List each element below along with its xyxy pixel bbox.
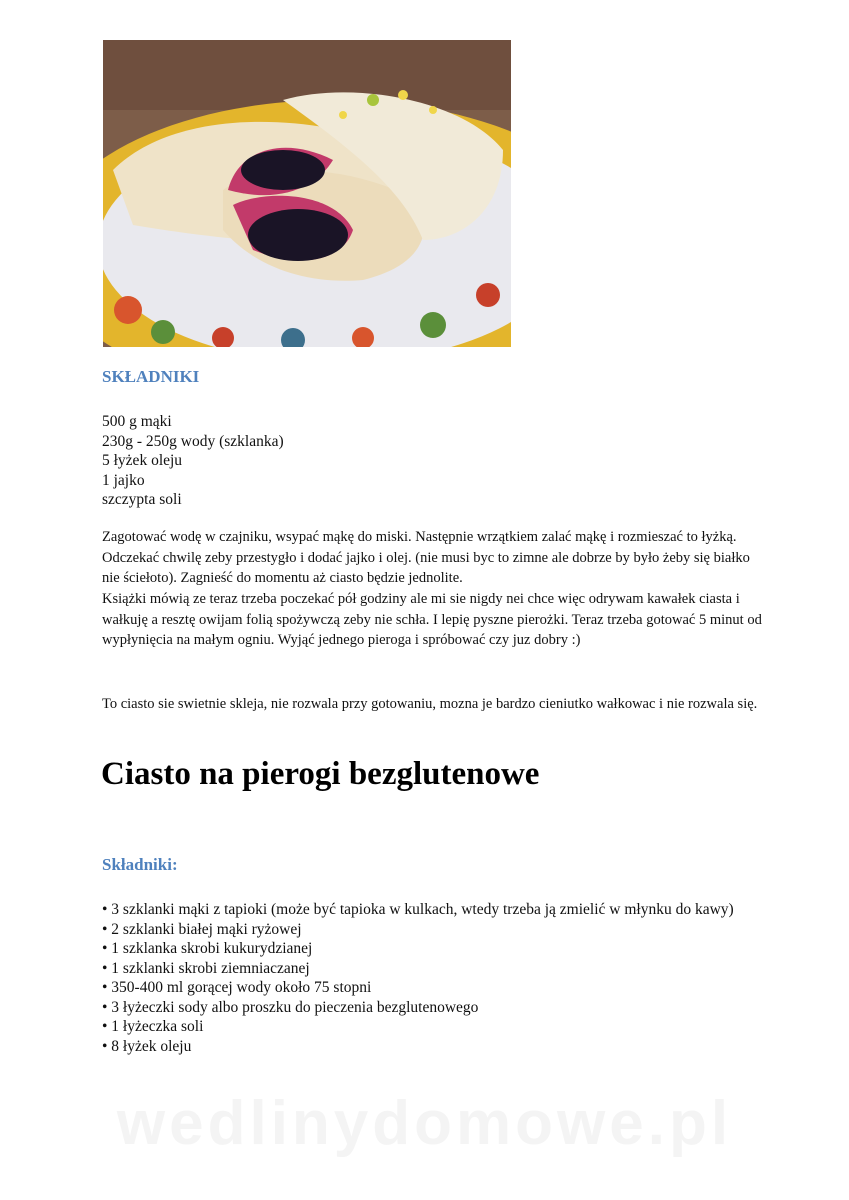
list-item: 1 jajko	[102, 471, 145, 489]
list-item: • 3 łyżeczki sody albo proszku do pieczenia bezglutenowego	[102, 998, 479, 1016]
note-paragraph: To ciasto sie swietnie skleja, nie rozwala przy gotowaniu, mozna je bardzo cieniutko wałkowac i nie rozwala się.	[102, 696, 758, 712]
list-item: 5 łyżek oleju	[102, 452, 183, 469]
list-item: • 3 szklanki mąki z tapioki (może być tapioka w kulkach, wtedy trzeba ją zmielić w młynku do kawy)	[102, 901, 734, 918]
ingredients-heading-2: Składniki:	[102, 855, 178, 874]
instructions-paragraph: Książki mówią ze teraz trzeba poczekać pół godziny ale mi sie nigdy nei chce więc odrywam kawałek ciasta i wałkuję a resztę owijam folią spożywczą zeby nie schła. I lepię pyszne pierożki. Teraz trzeba gotować 5 minut od wypłynięcia na małym ogniu. Wyjąć jednego pieroga i spróbować czy juz dobry :)	[102, 591, 762, 648]
ingredients-heading: SKŁADNIKI	[102, 367, 200, 386]
pierogi-photo	[103, 40, 511, 347]
list-item: • 1 szklanki skrobi ziemniaczanej	[102, 959, 310, 977]
list-item: • 2 szklanki białej mąki ryżowej	[102, 920, 302, 938]
list-item: • 350-400 ml gorącej wody około 75 stopni	[102, 979, 372, 996]
recipe-title: Ciasto na pierogi bezglutenowe	[101, 756, 540, 792]
ingredients-list-2	[102, 900, 762, 1056]
list-item: • 1 łyżeczka soli	[102, 1018, 204, 1035]
list-item: 230g - 250g wody (szklanka)	[102, 432, 284, 450]
ingredients-list	[102, 412, 762, 510]
list-item: • 1 szklanka skrobi kukurydzianej	[102, 940, 313, 957]
instructions-paragraph: Zagotować wodę w czajniku, wsypać mąkę do miski. Następnie wrzątkiem zalać mąkę i rozmieszać to łyżką. Odczekać chwilę zeby przestygło i dodać jajko i olej. (nie musi byc to zimne ale dobrze by było żeby się białko nie ściełoto). Zagnieść do momentu aż ciasto będzie jednolite.	[102, 529, 750, 586]
list-item: szczypta soli	[102, 491, 182, 508]
watermark-text: wedlinydomowe.pl	[116, 1089, 733, 1158]
list-item: • 8 łyżek oleju	[102, 1037, 192, 1055]
list-item: 500 g mąki	[102, 413, 172, 430]
